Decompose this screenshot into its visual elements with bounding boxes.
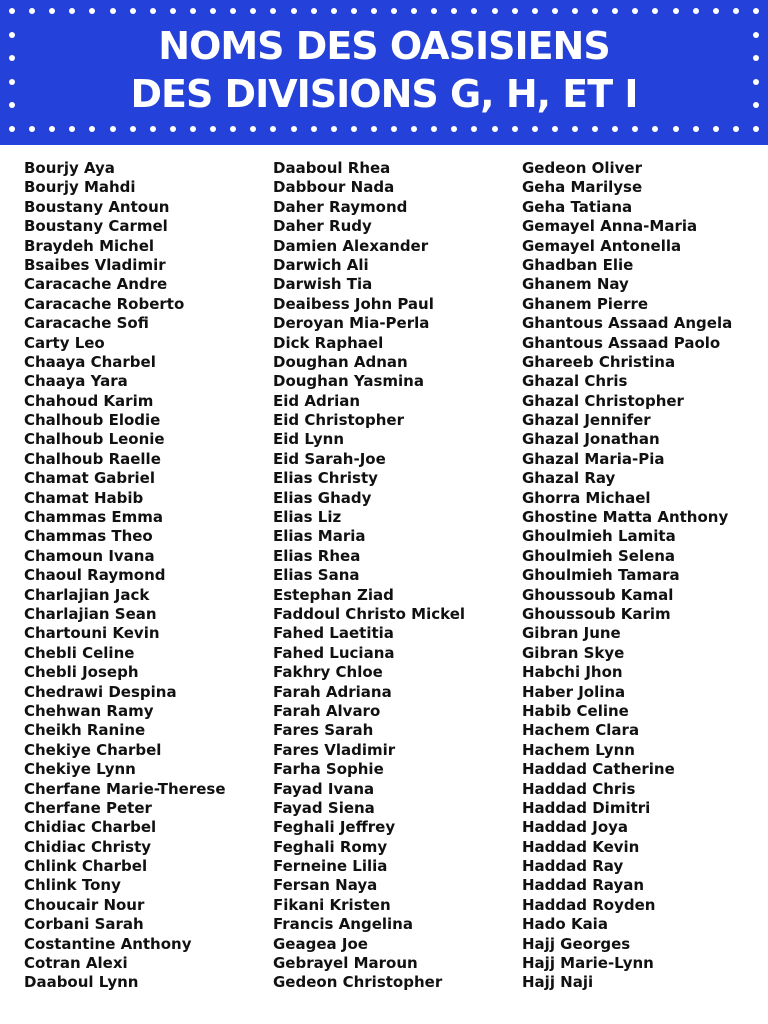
border-dot xyxy=(49,126,55,132)
border-dot xyxy=(612,126,618,132)
name-list-item: Chaaya Charbel xyxy=(24,352,156,371)
border-dot xyxy=(331,126,337,132)
border-dot xyxy=(351,126,357,132)
name-list-item: Ghoussoub Karim xyxy=(522,604,671,623)
border-dot xyxy=(391,126,397,132)
border-dot xyxy=(411,126,417,132)
name-list-item: Chamat Habib xyxy=(24,488,144,507)
name-list-item: Doughan Yasmina xyxy=(273,372,424,391)
name-list-item: Gedeon Oliver xyxy=(522,159,642,177)
border-dot xyxy=(210,8,216,14)
name-list-item: Braydeh Michel xyxy=(24,236,155,255)
name-list-item: Haddad Royden xyxy=(522,895,656,914)
border-dot xyxy=(170,126,176,132)
name-list-item: Deaibess John Paul xyxy=(273,294,434,313)
name-list-item: Darwish Tia xyxy=(273,275,373,294)
border-dot xyxy=(512,126,518,132)
name-list-item: Fahed Luciana xyxy=(273,643,395,662)
name-list-item: Ghazal Jonathan xyxy=(522,430,660,449)
border-dot xyxy=(632,8,638,14)
name-list-item: Cheikh Ranine xyxy=(24,721,146,740)
name-column-2 xyxy=(273,159,465,993)
border-dot xyxy=(733,126,739,132)
border-dot xyxy=(69,8,75,14)
name-list-item: Ferneine Lilia xyxy=(273,857,388,876)
name-list-item: Deroyan Mia-Perla xyxy=(273,314,430,333)
name-list-item: Ghantous Assaad Paolo xyxy=(522,333,721,352)
name-list-item: Chlink Charbel xyxy=(24,857,148,876)
name-list-item: Charlajian Sean xyxy=(24,604,157,623)
name-list-item: Chamat Gabriel xyxy=(24,469,155,488)
border-dot xyxy=(652,8,658,14)
name-list-item: Elias Rhea xyxy=(273,546,361,565)
border-dot xyxy=(311,8,317,14)
name-list-item: Fersan Naya xyxy=(273,876,378,895)
name-list-item: Elias Sana xyxy=(273,566,360,585)
name-list-item: Gedeon Christopher xyxy=(273,973,443,992)
name-list-item: Hado Kaia xyxy=(522,915,608,934)
name-list-item: Caracache Andre xyxy=(24,275,168,294)
border-dot xyxy=(49,8,55,14)
border-dot xyxy=(693,126,699,132)
name-list-item: Gebrayel Maroun xyxy=(273,954,418,973)
name-list-item: Chammas Emma xyxy=(24,508,163,527)
name-list-item: Feghali Romy xyxy=(273,837,388,856)
border-dot xyxy=(612,8,618,14)
name-list-item: Chahoud Karim xyxy=(24,391,154,410)
border-dot xyxy=(471,8,477,14)
name-list-item: Ghazal Maria-Pia xyxy=(522,449,665,468)
name-list-item: Elias Ghady xyxy=(273,488,372,507)
page-title xyxy=(0,22,768,118)
name-list-item: Haddad Catherine xyxy=(522,760,675,779)
name-list-item: Ghoulmieh Tamara xyxy=(522,566,680,585)
border-dot xyxy=(733,8,739,14)
name-list-item: Hajj Georges xyxy=(522,934,631,953)
name-list-item: Haddad Dimitri xyxy=(522,798,651,817)
border-dot xyxy=(230,8,236,14)
name-list-item: Eid Adrian xyxy=(273,391,361,410)
name-list-item: Cherfane Peter xyxy=(24,798,152,817)
border-dot xyxy=(492,126,498,132)
name-list-item: Ghanem Nay xyxy=(522,275,629,294)
border-dot xyxy=(270,8,276,14)
border-dot xyxy=(371,8,377,14)
name-list-item: Ghazal Ray xyxy=(522,469,616,488)
name-list-item: Ghazal Jennifer xyxy=(522,411,651,430)
name-list-item: Darwich Ali xyxy=(273,255,369,274)
border-dot xyxy=(713,126,719,132)
name-list-item: Gibran June xyxy=(522,624,621,643)
border-dot xyxy=(753,8,759,14)
name-list-item: Chedrawi Despina xyxy=(24,682,177,701)
border-dot xyxy=(652,126,658,132)
name-list-item: Elias Liz xyxy=(273,508,342,527)
name-list-item: Doughan Adnan xyxy=(273,352,408,371)
name-list-item: Ghorra Michael xyxy=(522,488,651,507)
border-dot xyxy=(673,8,679,14)
border-dot xyxy=(110,8,116,14)
name-list-item: Ghantous Assaad Angela xyxy=(522,314,733,333)
border-dot xyxy=(130,8,136,14)
name-list-item: Haddad Joya xyxy=(522,818,629,837)
name-list-item: Dick Raphael xyxy=(273,333,384,352)
border-dot xyxy=(673,126,679,132)
border-dot xyxy=(110,126,116,132)
border-dot xyxy=(492,8,498,14)
name-list-item: Fahed Laetitia xyxy=(273,624,394,643)
name-list-item: Choucair Nour xyxy=(24,895,145,914)
name-list-item: Haddad Kevin xyxy=(522,837,640,856)
name-list-item: Fares Vladimir xyxy=(273,740,396,759)
border-dot xyxy=(552,126,558,132)
name-column-1 xyxy=(24,159,226,993)
name-column-3 xyxy=(522,159,732,993)
border-dot xyxy=(632,126,638,132)
name-list-item: Geagea Joe xyxy=(273,934,368,953)
name-list-item: Cherfane Marie-Therese xyxy=(24,779,226,798)
border-dot xyxy=(250,126,256,132)
border-dot xyxy=(431,8,437,14)
name-list-item: Fayad Ivana xyxy=(273,779,375,798)
name-list-item: Chaoul Raymond xyxy=(24,566,166,585)
border-dot xyxy=(351,8,357,14)
name-list-item: Boustany Carmel xyxy=(24,217,168,236)
name-list-item: Chalhoub Leonie xyxy=(24,430,165,449)
name-list-item: Haddad Chris xyxy=(522,779,636,798)
name-list-item: Daaboul Rhea xyxy=(273,159,391,177)
border-dot xyxy=(572,8,578,14)
name-list-item: Gemayel Antonella xyxy=(522,236,682,255)
name-list-item: Chekiye Charbel xyxy=(24,740,162,759)
border-dot xyxy=(371,126,377,132)
name-list-item: Farha Sophie xyxy=(273,760,384,779)
border-dot xyxy=(512,8,518,14)
border-dot xyxy=(753,126,759,132)
border-dot xyxy=(210,126,216,132)
border-dot xyxy=(291,8,297,14)
name-list-item: Chaaya Yara xyxy=(24,372,128,391)
name-list-item: Ghoulmieh Selena xyxy=(522,546,676,565)
name-list-item: Bsaibes Vladimir xyxy=(24,255,166,274)
border-dot xyxy=(150,126,156,132)
name-list-item: Hajj Marie-Lynn xyxy=(522,954,654,973)
border-dot xyxy=(190,8,196,14)
name-list-item: Geha Tatiana xyxy=(522,197,633,216)
name-list-item: Chekiye Lynn xyxy=(24,760,136,779)
name-list-item: Fikani Kristen xyxy=(273,895,391,914)
name-list-item: Caracache Roberto xyxy=(24,294,185,313)
name-list-item: Farah Alvaro xyxy=(273,701,381,720)
name-list-item: Bourjy Mahdi xyxy=(24,178,136,197)
border-dot xyxy=(270,126,276,132)
name-list-item: Ghadban Elie xyxy=(522,255,634,274)
border-dot xyxy=(411,8,417,14)
border-dot xyxy=(9,8,15,14)
name-list-item: Caracache Sofi xyxy=(24,314,149,333)
border-dot xyxy=(713,8,719,14)
name-list-item: Eid Lynn xyxy=(273,430,345,449)
name-list-item: Eid Christopher xyxy=(273,411,404,430)
name-list-item: Cotran Alexi xyxy=(24,954,128,973)
name-list-item: Fakhry Chloe xyxy=(273,663,383,682)
border-dot xyxy=(130,126,136,132)
name-list-item: Ghareeb Christina xyxy=(522,352,676,371)
name-list-item: Habib Celine xyxy=(522,701,629,720)
border-dot xyxy=(431,126,437,132)
name-list-item: Chalhoub Elodie xyxy=(24,411,161,430)
name-list-item: Corbani Sarah xyxy=(24,915,144,934)
name-list-item: Costantine Anthony xyxy=(24,934,192,953)
name-list-item: Chidiac Christy xyxy=(24,837,152,856)
border-dot xyxy=(230,126,236,132)
name-list-item: Francis Angelina xyxy=(273,915,413,934)
name-list-item: Boustany Antoun xyxy=(24,197,170,216)
border-dot xyxy=(451,8,457,14)
name-list-item: Faddoul Christo Mickel xyxy=(273,604,466,623)
name-list-item: Daher Raymond xyxy=(273,197,408,216)
name-list-item: Carty Leo xyxy=(24,333,105,352)
border-dot xyxy=(552,8,558,14)
name-list-item: Chartouni Kevin xyxy=(24,624,160,643)
name-list-item: Eid Sarah-Joe xyxy=(273,449,386,468)
name-list-item: Hajj Naji xyxy=(522,973,594,992)
name-list-item: Chalhoub Raelle xyxy=(24,449,161,468)
name-list-item: Gemayel Anna-Maria xyxy=(522,217,698,236)
name-list-item: Daher Rudy xyxy=(273,217,372,236)
name-list-item: Chidiac Charbel xyxy=(24,818,157,837)
name-list-item: Elias Maria xyxy=(273,527,366,546)
border-dot xyxy=(532,8,538,14)
border-dot xyxy=(190,126,196,132)
border-dot xyxy=(89,126,95,132)
name-list-item: Ghostine Matta Anthony xyxy=(522,508,729,527)
name-list-item: Ghoulmieh Lamita xyxy=(522,527,676,546)
title-banner xyxy=(0,0,768,145)
border-dot xyxy=(391,8,397,14)
name-list-item: Chebli Joseph xyxy=(24,663,139,682)
border-dot xyxy=(170,8,176,14)
name-list-item: Fayad Siena xyxy=(273,798,375,817)
name-list-item: Daaboul Lynn xyxy=(24,973,139,992)
border-dot xyxy=(592,126,598,132)
name-list-item: Fares Sarah xyxy=(273,721,374,740)
name-list-item: Habchi Jhon xyxy=(522,663,623,682)
border-dot xyxy=(291,126,297,132)
border-dot xyxy=(592,8,598,14)
name-list-item: Haddad Ray xyxy=(522,857,624,876)
border-dot xyxy=(451,126,457,132)
name-list-item: Chlink Tony xyxy=(24,876,121,895)
name-list-item: Chammas Theo xyxy=(24,527,153,546)
title-line-2: DES DIVISIONS G, H, ET I xyxy=(130,72,638,116)
border-dot xyxy=(331,8,337,14)
name-list-item: Geha Marilyse xyxy=(522,178,643,197)
name-list-item: Chebli Celine xyxy=(24,643,135,662)
border-dot xyxy=(693,8,699,14)
name-list-item: Elias Christy xyxy=(273,469,378,488)
border-dot xyxy=(9,126,15,132)
name-list-item: Ghoussoub Kamal xyxy=(522,585,674,604)
border-dot xyxy=(250,8,256,14)
border-dot xyxy=(311,126,317,132)
name-list-item: Haddad Rayan xyxy=(522,876,645,895)
name-list-item: Chehwan Ramy xyxy=(24,701,154,720)
border-dot xyxy=(89,8,95,14)
name-list-item: Feghali Jeffrey xyxy=(273,818,396,837)
border-dot xyxy=(572,126,578,132)
name-list-item: Gibran Skye xyxy=(522,643,625,662)
name-list-item: Farah Adriana xyxy=(273,682,392,701)
name-list-item: Ghanem Pierre xyxy=(522,294,649,313)
title-line-1: NOMS DES OASISIENS xyxy=(158,24,610,68)
border-dot xyxy=(69,126,75,132)
name-list-item: Chamoun Ivana xyxy=(24,546,155,565)
border-dot xyxy=(29,126,35,132)
name-list-item: Dabbour Nada xyxy=(273,178,395,197)
name-list-item: Hachem Clara xyxy=(522,721,640,740)
name-list-item: Ghazal Christopher xyxy=(522,391,684,410)
name-list-item: Ghazal Chris xyxy=(522,372,628,391)
name-list-item: Haber Jolina xyxy=(522,682,626,701)
name-list-item: Charlajian Jack xyxy=(24,585,150,604)
name-list-item: Damien Alexander xyxy=(273,236,429,255)
name-list-item: Estephan Ziad xyxy=(273,585,394,604)
border-dot xyxy=(29,8,35,14)
border-dot xyxy=(150,8,156,14)
border-dot xyxy=(471,126,477,132)
border-dot xyxy=(532,126,538,132)
name-list-item: Hachem Lynn xyxy=(522,740,635,759)
name-list-item: Bourjy Aya xyxy=(24,159,115,177)
